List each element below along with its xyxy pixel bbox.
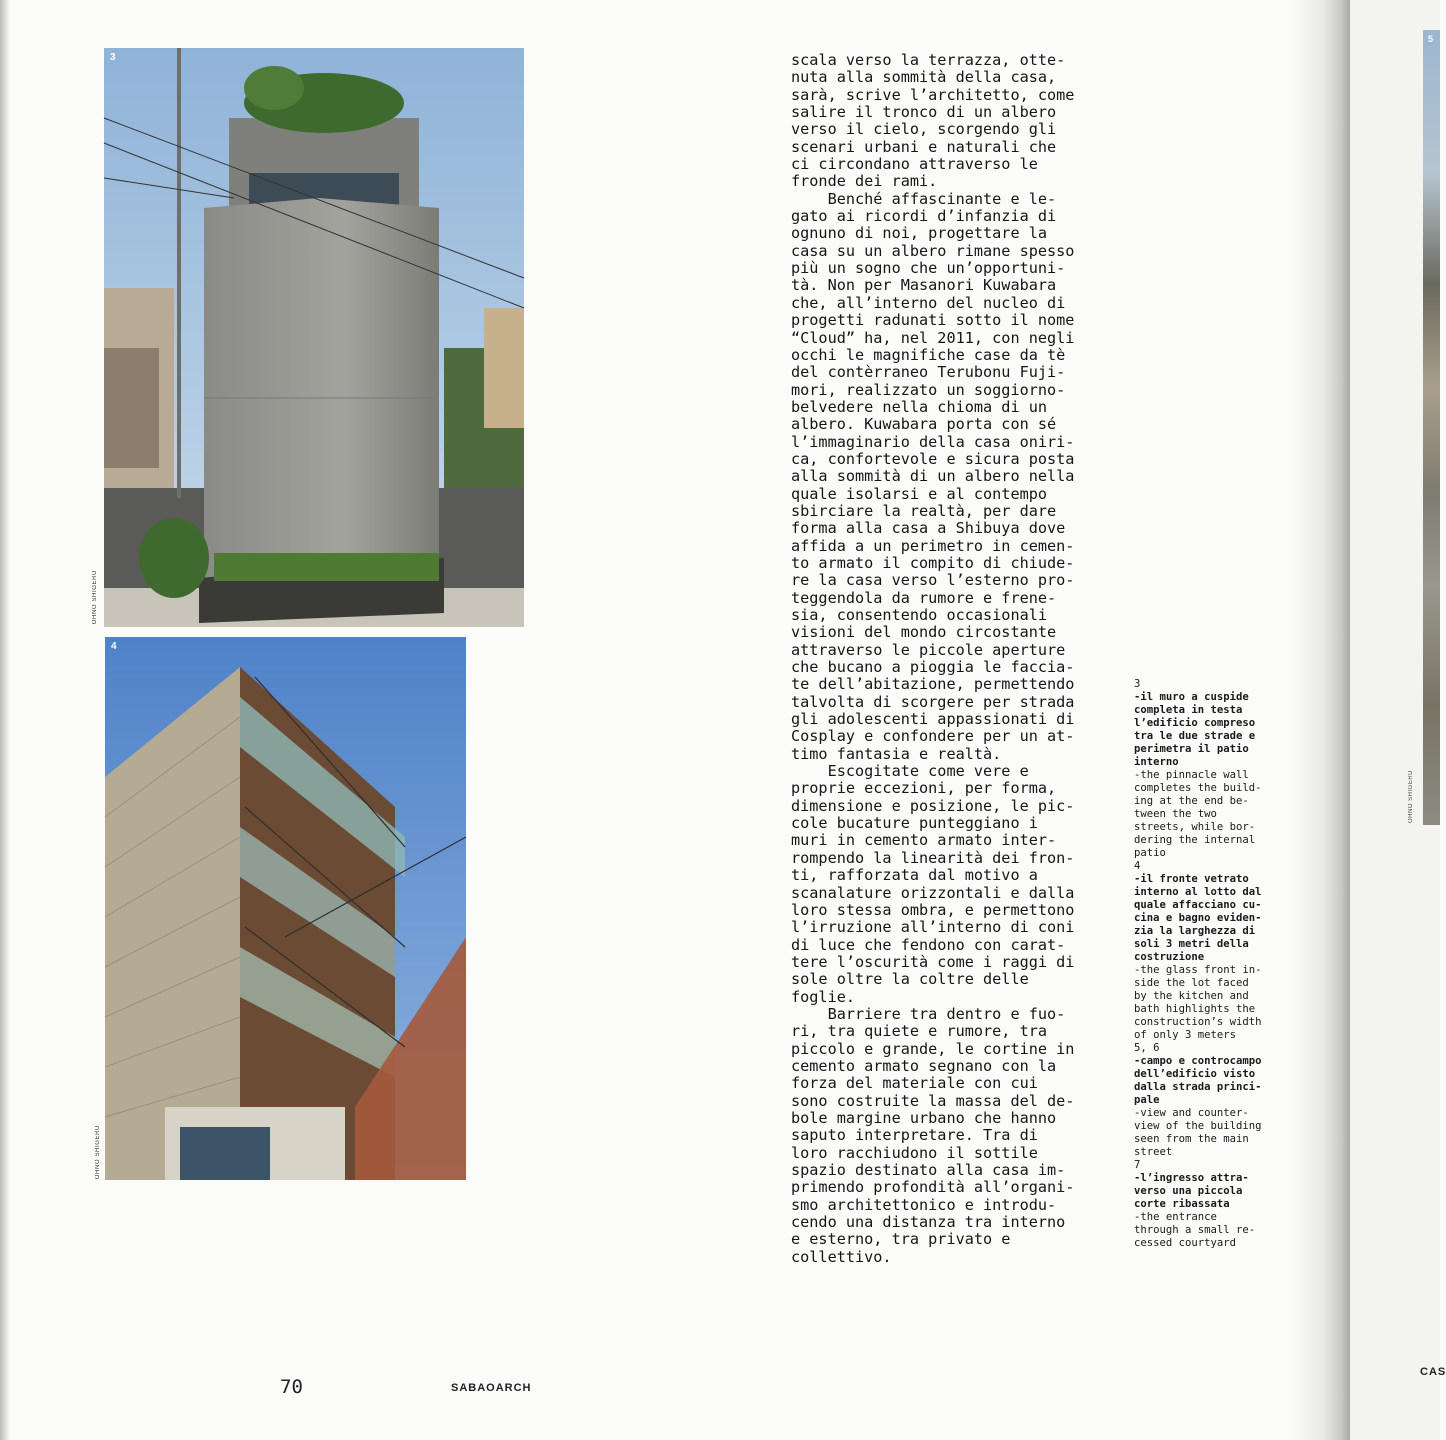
body-text-line: forma alla casa a Shibuya dove [791, 519, 1066, 538]
photo-3 [104, 48, 524, 627]
running-head: SABAOARCH [451, 1382, 532, 1394]
body-text-line: gato ai ricordi d’infanzia di [791, 207, 1057, 226]
caption-line: interno al lotto dal [1134, 886, 1262, 898]
caption-line: street [1134, 1146, 1173, 1158]
caption-line: -il muro a cuspide [1134, 691, 1249, 703]
photo-4-number: 4 [111, 641, 117, 652]
body-text-line: salire il tronco di un albero [791, 103, 1057, 122]
body-text-line: Barriere tra dentro e fuo- [791, 1004, 1066, 1023]
body-text-line: forza del materiale con cui [791, 1074, 1038, 1093]
body-text-line: scala verso la terrazza, otte- [791, 51, 1066, 69]
caption-number: 5, 6 [1134, 1042, 1160, 1054]
body-text-line: belvedere nella chioma di un [791, 397, 1048, 416]
caption-line: cessed courtyard [1134, 1237, 1237, 1249]
facing-page-photo [1423, 30, 1440, 825]
book-gutter-shadow [1290, 0, 1350, 1440]
body-text-line: ca, confortevole e sicura posta [791, 449, 1075, 468]
body-text-line: che, all’interno del nucleo di [791, 293, 1066, 312]
body-text-line: timo fantasia e realtà. [791, 744, 1002, 763]
body-text-line: rompendo la linearità dei fron- [791, 848, 1075, 867]
body-text-line: loro stessa ombra, e permettono [791, 900, 1075, 919]
body-text-line: teggendola da rumore e frene- [791, 588, 1057, 607]
body-text-line: collettivo. [791, 1247, 892, 1266]
body-text-line: l’immaginario della casa oniri- [791, 432, 1075, 451]
body-text-line: sole oltre la coltre delle [791, 970, 1029, 989]
body-text-line: tà. Non per Masanori Kuwabara [791, 276, 1057, 295]
body-text-line: spazio destinato alla casa im- [791, 1161, 1066, 1179]
body-text-line: “Cloud” ha, nel 2011, con negli [791, 328, 1075, 347]
caption-line: completa in testa [1134, 704, 1243, 716]
photo-4-credit: OHNO SHIGERU [95, 1125, 101, 1180]
body-text-line: l’irruzione all’interno di coni [791, 918, 1075, 937]
body-text-line: saputo interpretare. Tra di [791, 1126, 1038, 1145]
caption-line: quale affacciano cu- [1134, 899, 1262, 911]
caption-line: completes the build- [1134, 782, 1262, 794]
body-text-line: bole margine urbano che hanno [791, 1108, 1057, 1127]
body-text-line: muri in cemento armato inter- [791, 831, 1057, 850]
caption-line: -il fronte vetrato [1134, 873, 1249, 885]
body-text-line: Cosplay e confondere per un at- [791, 727, 1075, 746]
caption-line: seen from the main [1134, 1133, 1249, 1145]
caption-line: -the entrance [1134, 1211, 1217, 1223]
caption-line: -the glass front in- [1134, 964, 1262, 976]
body-text-line: fronde dei rami. [791, 172, 938, 191]
body-text-line: scenari urbani e naturali che [791, 137, 1057, 156]
photo-captions [1134, 678, 1294, 1250]
page-left-edge [0, 0, 10, 1440]
body-text-line: tere l’oscurità come i raggi di [791, 952, 1075, 971]
body-text-line: te dell’abitazione, permettendo [791, 675, 1075, 694]
body-text-line: sono costruite la massa del de- [791, 1091, 1075, 1110]
body-text-line: sarà, scrive l’architetto, come [791, 85, 1075, 104]
caption-number: 4 [1134, 860, 1141, 872]
caption-line: -the pinnacle wall [1134, 769, 1249, 781]
body-text-line: alla sommità di un albero nella [791, 467, 1075, 486]
photo-3-number: 3 [110, 52, 116, 63]
caption-line: through a small re- [1134, 1224, 1256, 1236]
body-text-line: Escogitate come vere e [791, 762, 1029, 781]
body-text-line: e esterno, tra privato e [791, 1230, 1011, 1249]
body-text-line: primendo profondità all’organi- [791, 1178, 1075, 1197]
body-text-line: ognuno di noi, progettare la [791, 224, 1048, 243]
body-text-line: Benché affascinante e le- [791, 189, 1057, 208]
caption-line: by the kitchen and [1134, 990, 1249, 1002]
caption-line: side the lot faced [1134, 977, 1249, 989]
body-text-line: visioni del mondo circostante [791, 623, 1057, 642]
caption-line: streets, while bor- [1134, 821, 1256, 833]
body-text-line: del contèrraneo Terubonu Fuji- [791, 363, 1066, 382]
body-text-line: quale isolarsi e al contempo [791, 484, 1048, 503]
body-text-line: ri, tra quiete e rumore, tra [791, 1022, 1048, 1041]
caption-line: cina e bagno eviden- [1134, 912, 1262, 924]
caption-line: -view and counter- [1134, 1107, 1249, 1119]
body-text-line: proprie eccezioni, per forma, [791, 779, 1057, 798]
body-text-line: di luce che fendono con carat- [791, 935, 1066, 954]
body-text-line: cole bucature punteggiano i [791, 814, 1038, 833]
caption-line: of only 3 meters [1134, 1029, 1237, 1041]
caption-line: dalla strada princi- [1134, 1081, 1262, 1093]
caption-line: construction’s width [1134, 1016, 1262, 1028]
caption-line: interno [1134, 756, 1179, 768]
caption-line: soli 3 metri della [1134, 938, 1249, 950]
caption-line: corte ribassata [1134, 1198, 1230, 1210]
caption-number: 7 [1134, 1159, 1141, 1171]
body-text-line: gli adolescenti appassionati di [791, 710, 1075, 729]
body-text-line: affida a un perimetro in cemen- [791, 536, 1075, 555]
article-body-text [791, 52, 1131, 1266]
body-text-line: loro racchiudono il sottile [791, 1143, 1038, 1162]
caption-line: -campo e controcampo [1134, 1055, 1262, 1067]
body-text-line: smo architettonico e introdu- [791, 1195, 1057, 1214]
body-text-line: casa su un albero rimane spesso [791, 241, 1075, 260]
caption-line: pale [1134, 1094, 1160, 1106]
body-text-line: to armato il compito di chiude- [791, 553, 1075, 572]
body-text-line: più un sogno che un’opportuni- [791, 259, 1066, 278]
body-text-line: verso il cielo, scorgendo gli [791, 120, 1057, 139]
caption-line: view of the building [1134, 1120, 1262, 1132]
photo-4 [105, 637, 466, 1180]
body-text-line: foglie. [791, 987, 856, 1006]
caption-line: dering the internal [1134, 834, 1256, 846]
caption-line: l’edificio compreso [1134, 717, 1256, 729]
caption-line: tween the two [1134, 808, 1217, 820]
body-text-line: cendo una distanza tra interno [791, 1213, 1066, 1232]
caption-line: tra le due strade e [1134, 730, 1256, 742]
body-text-line: piccolo e grande, le cortine in [791, 1039, 1075, 1058]
page-number: 70 [280, 1376, 303, 1398]
caption-line: verso una piccola [1134, 1185, 1243, 1197]
body-text-line: ti, rafforzata dal motivo a [791, 866, 1038, 885]
body-text-line: albero. Kuwabara porta con sé [791, 415, 1057, 434]
body-text-line: ci circondano attraverso le [791, 155, 1038, 174]
caption-number: 3 [1134, 678, 1141, 690]
caption-line: patio [1134, 847, 1166, 859]
caption-line: zia la larghezza di [1134, 925, 1256, 937]
caption-line: -l’ingresso attra- [1134, 1172, 1249, 1184]
body-text-line: re la casa verso l’esterno pro- [791, 571, 1075, 590]
photo-3-credit: OHNO SHIGERU [92, 570, 98, 625]
body-text-line: che bucano a pioggia le faccia- [791, 658, 1075, 677]
caption-line: perimetra il patio [1134, 743, 1249, 755]
facing-page-edge [1350, 0, 1446, 1440]
caption-line: ing at the end be- [1134, 795, 1249, 807]
body-text-line: dimensione e posizione, le pic- [791, 796, 1075, 815]
body-text-line: talvolta di scorgere per strada [791, 692, 1075, 711]
body-text-line: progetti radunati sotto il nome [791, 311, 1075, 330]
body-text-line: scanalature orizzontali e dalla [791, 883, 1075, 902]
facing-page-running-head: CAS [1420, 1366, 1446, 1378]
facing-page-credit: OHNO SHIGERU [1408, 770, 1414, 824]
photo-3-image [104, 48, 524, 627]
body-text-line: sbirciare la realtà, per dare [791, 501, 1057, 520]
body-text-line: sia, consentendo occasionali [791, 606, 1048, 624]
body-text-line: nuta alla sommità della casa, [791, 68, 1057, 87]
body-text-line: attraverso le piccole aperture [791, 640, 1066, 659]
caption-line: costruzione [1134, 951, 1205, 963]
caption-line: dell’edificio visto [1134, 1068, 1256, 1080]
photo-4-image [105, 637, 466, 1180]
body-text-line: occhi le magnifiche case da tè [791, 345, 1066, 364]
facing-page-photo-number: 5 [1428, 34, 1434, 44]
body-text-line: mori, realizzato un soggiorno- [791, 380, 1066, 399]
caption-line: bath highlights the [1134, 1003, 1256, 1015]
body-text-line: cemento armato segnano con la [791, 1056, 1057, 1075]
